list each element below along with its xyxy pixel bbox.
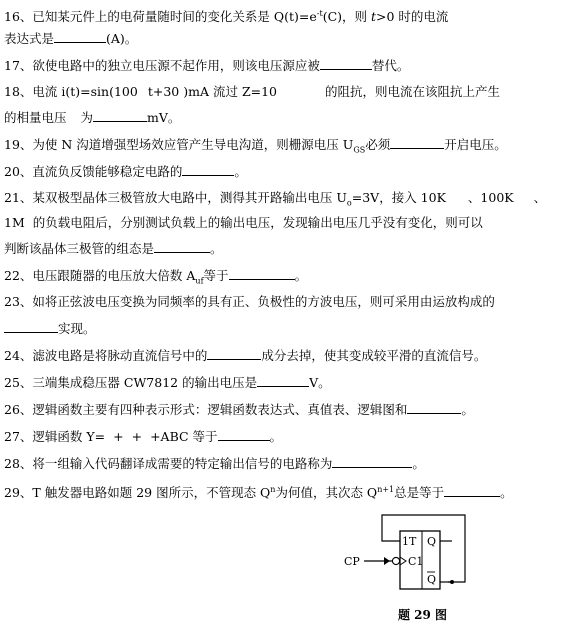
q28-text: 28、将一组输入代码翻译成需要的特定输出信号的电路称为: [4, 456, 333, 471]
question-22: [4, 267, 307, 290]
t-flipflop-diagram: [340, 505, 490, 605]
question-26: [4, 401, 474, 418]
question-19: [4, 136, 507, 159]
question-21: [4, 190, 546, 212]
question-27: [4, 428, 282, 445]
t-input-label: 1T: [402, 535, 417, 548]
q18-text-d: 的阻抗，则电流在该阻抗上产生: [325, 84, 501, 99]
q22-text-c: 。: [294, 268, 308, 283]
q29-text-d: 。: [500, 485, 513, 501]
q18-text-f: 为: [80, 110, 94, 125]
question-23-cont: [4, 320, 96, 337]
q26-text-b: 。: [461, 402, 474, 417]
question-25: [4, 374, 331, 391]
c1-input-label: C1: [408, 555, 424, 568]
q21-text-d: 、: [533, 190, 547, 205]
answer-blank[interactable]: [229, 267, 295, 280]
q27-plus-1: +: [113, 429, 124, 444]
q18-text-g: mV。: [147, 110, 181, 125]
answer-blank[interactable]: [444, 484, 500, 497]
q28-text-b: 。: [412, 456, 425, 471]
q16-var-t: t: [371, 9, 377, 25]
q16-text: 16、已知某元件上的电荷量随时间的变化关系是 Q(t)=e: [4, 9, 317, 25]
q18-text-c: )mA 流过 Z=10: [183, 84, 278, 99]
q-output-label: Q: [427, 535, 437, 548]
q21-text-f: 的负载电阻后，分别测试负载上的输出电压，发现输出电压几乎没有变化，则可以: [32, 215, 483, 230]
q16-superscript: -t: [316, 9, 323, 18]
q25-text: 25、三端集成稳压器 CW7812 的输出电压是: [4, 375, 258, 390]
q27-text-d: +ABC 等于: [150, 429, 218, 444]
q22-subscript: uf: [195, 276, 204, 286]
q16-text-f: (A)。: [106, 31, 138, 46]
answer-blank[interactable]: [407, 401, 461, 414]
q21-text-e: 1M: [4, 215, 25, 230]
answer-blank[interactable]: [207, 347, 261, 360]
answer-blank[interactable]: [390, 136, 444, 149]
q20-text-b: 。: [234, 164, 247, 179]
question-16: [4, 6, 448, 25]
q18-text: 18、电流 i(t)=sin(100: [4, 84, 138, 99]
q26-text: 26、逻辑函数主要有四种表示形式：逻辑函数表达式、真值表、逻辑图和: [4, 402, 408, 417]
q19-text-b: 必须: [365, 137, 391, 152]
q17-text: 17、欲使电路中的独立电压源不起作用，则该电压源应被: [4, 58, 320, 73]
qbar-output-label: Q: [427, 573, 437, 586]
feedback-node: [450, 580, 454, 584]
answer-blank[interactable]: [320, 57, 372, 70]
question-17: [4, 57, 409, 74]
answer-blank[interactable]: [218, 428, 270, 441]
q29-text-c: 总是等于: [394, 485, 445, 501]
question-28: [4, 455, 425, 472]
question-23: [4, 294, 495, 310]
q23-text: 23、如将正弦波电压变换为同频率的具有正、负极性的方波电压，则可采用由运放构成的: [4, 294, 495, 309]
question-18: [4, 84, 500, 100]
answer-blank[interactable]: [332, 455, 412, 468]
q21-text-g: 判断该晶体三极管的组态是: [4, 241, 155, 256]
question-21-cont: [4, 215, 483, 231]
answer-blank[interactable]: [154, 240, 210, 253]
q22-text-b: 等于: [203, 268, 229, 283]
question-29: [4, 482, 513, 501]
question-16-cont: [4, 30, 137, 47]
question-21-cont2: [4, 240, 223, 257]
q16-text-d: >0 时的电流: [376, 9, 449, 25]
q19-text-c: 开启电压。: [444, 137, 507, 152]
cp-label: CP: [344, 555, 360, 568]
answer-blank[interactable]: [182, 163, 234, 176]
q19-text: 19、为使 N 沟道增强型场效应管产生导电沟道，则栅源电压 U: [4, 137, 354, 152]
question-20: [4, 163, 247, 180]
q21-text-c: 、100K: [467, 190, 514, 205]
q25-text-b: V。: [309, 375, 331, 390]
q21-text: 21、某双极型晶体三极管放大电路中，测得其开路输出电压 U: [4, 190, 347, 205]
q29-superscript-n1: n+1: [377, 485, 395, 494]
q23-text-b: 实现。: [58, 321, 96, 336]
q29-text: 29、T 触发器电路如题 29 图所示，不管现态 Q: [4, 485, 271, 501]
q27-text: 27、逻辑函数 Y=: [4, 429, 106, 444]
q24-text: 24、滤波电路是将脉动直流信号中的: [4, 348, 208, 363]
q16-text-e: 表达式是: [4, 31, 55, 46]
q20-text: 20、直流负反馈能够稳定电路的: [4, 164, 183, 179]
q22-text: 22、电压跟随器的电压放大倍数 A: [4, 268, 196, 283]
inversion-bubble: [392, 557, 399, 564]
q18-text-b: t+30: [147, 84, 180, 99]
q24-text-b: 成分去掉，使其变成较平滑的直流信号。: [261, 348, 487, 363]
q21-subscript: o: [346, 198, 352, 208]
answer-blank[interactable]: [257, 374, 309, 387]
figure-caption: 题 29 图: [398, 608, 448, 622]
q17-text-b: 替代。: [371, 58, 410, 73]
q27-plus-2: +: [131, 429, 143, 444]
question-18-cont: [4, 109, 180, 126]
q21-text-b: =3V，接入 10K: [351, 190, 446, 205]
q16-text-b: (C)，则: [322, 9, 371, 25]
q27-text-e: 。: [269, 429, 283, 444]
cp-arrow-icon: [384, 557, 390, 565]
q29-text-b: 为何值，其次态 Q: [275, 485, 378, 501]
answer-blank[interactable]: [93, 109, 147, 122]
q18-text-e: 的相量电压: [4, 110, 67, 125]
answer-blank[interactable]: [4, 320, 58, 333]
question-24: [4, 347, 486, 364]
q19-subscript: GS: [353, 145, 366, 155]
q29-superscript-n: n: [270, 485, 276, 494]
answer-blank[interactable]: [54, 30, 106, 43]
q21-text-h: 。: [210, 241, 223, 256]
